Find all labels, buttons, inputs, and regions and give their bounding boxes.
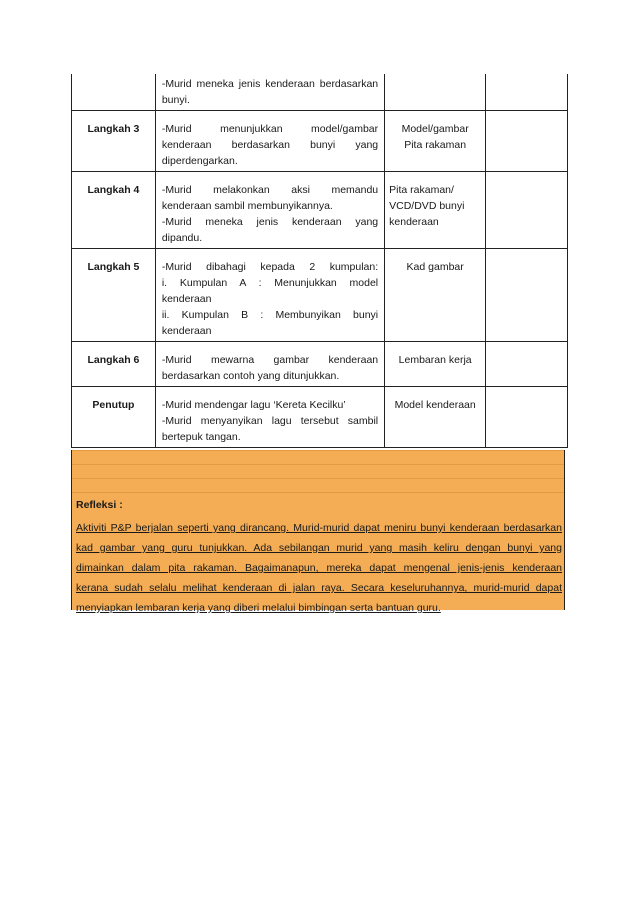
step-cell: Langkah 3 — [72, 111, 156, 172]
resource-cell — [385, 342, 486, 387]
lesson-plan-table — [71, 74, 568, 448]
table-row — [72, 249, 568, 342]
activity-line: kenderaan — [161, 293, 212, 305]
reflection-title: Refleksi : — [76, 499, 123, 511]
resource-cell — [385, 249, 486, 342]
activity-line: bunyi. — [161, 94, 190, 106]
activity-line: -Murid meneka jenis kenderaan berdasarkan — [161, 78, 379, 90]
activity-cell — [155, 342, 384, 387]
resource-line: Lembaran kerja — [398, 354, 472, 366]
activity-line: -Murid melakonkan aksi memandu — [161, 184, 379, 196]
activity-line: kenderaan — [161, 325, 212, 337]
resource-cell — [385, 74, 486, 111]
notes-cell — [486, 249, 568, 342]
table-row — [72, 342, 568, 387]
activity-line: -Murid mendengar lagu ‘Kereta Kecilku’ — [161, 399, 346, 411]
notes-cell — [486, 387, 568, 448]
reflection-text — [76, 518, 562, 618]
reflection-section — [71, 450, 565, 614]
activity-line: bertepuk tangan. — [161, 431, 241, 443]
activity-cell — [155, 387, 384, 448]
notes-cell — [486, 74, 568, 111]
activity-line: berdasarkan contoh yang ditunjukkan. — [161, 370, 340, 382]
activity-line: kenderaan berdasarkan bunyi yang — [161, 139, 379, 151]
step-cell: Langkah 4 — [72, 172, 156, 249]
step-cell: Penutup — [72, 387, 156, 448]
resource-cell — [385, 111, 486, 172]
reflection-line: dimainkan dalam pita rakaman. Bagaimanapun, mereka dapat mengenal jenis-jenis kenderaan — [76, 562, 562, 574]
activity-cell — [155, 74, 384, 111]
reflection-line: kerana sudah selalu melihat kenderaan di jalan raya. Secara keseluruhannya, murid-murid dapat — [76, 582, 562, 594]
resource-cell — [385, 387, 486, 448]
notes-cell — [486, 342, 568, 387]
resource-line: Pita rakaman/ — [389, 184, 454, 196]
table-row — [72, 387, 568, 448]
step-cell: Langkah 6 — [72, 342, 156, 387]
activity-cell — [155, 249, 384, 342]
activity-line: diperdengarkan. — [161, 155, 238, 167]
activity-line: -Murid menunjukkan model/gambar — [161, 123, 379, 135]
reflection-line: menyiapkan lembaran kerja yang diberi melalui bimbingan serta bantuan guru. — [76, 602, 441, 614]
activity-line: -Murid dibahagi kepada 2 kumpulan: — [161, 261, 379, 273]
table-row — [72, 111, 568, 172]
activity-line: -Murid mewarna gambar kenderaan — [161, 354, 379, 366]
activity-line: kenderaan sambil membunyikannya. — [161, 200, 333, 212]
activity-cell — [155, 172, 384, 249]
reflection-line: kad gambar yang guru tunjukkan. Ada sebilangan murid yang masih keliru dengan bunyi yang — [76, 542, 562, 554]
resource-line: Kad gambar — [406, 261, 464, 273]
resource-line: Model/gambar — [401, 123, 469, 135]
notes-cell — [486, 111, 568, 172]
activity-line: dipandu. — [161, 232, 203, 244]
resource-cell — [385, 172, 486, 249]
activity-line: i. Kumpulan A : Menunjukkan model — [161, 277, 379, 289]
resource-line: VCD/DVD bunyi — [389, 200, 465, 212]
activity-line: -Murid meneka jenis kenderaan yang — [161, 216, 379, 228]
activity-cell — [155, 111, 384, 172]
activity-line: -Murid menyanyikan lagu tersebut sambil — [161, 415, 379, 427]
table-row — [72, 172, 568, 249]
step-cell — [72, 74, 156, 111]
activity-line: ii. Kumpulan B : Membunyikan bunyi — [161, 309, 379, 321]
table-row — [72, 74, 568, 111]
reflection-line: Aktiviti P&P berjalan seperti yang dirancang. Murid-murid dapat meniru bunyi kenderaan berdasarkan — [76, 522, 562, 534]
step-cell: Langkah 5 — [72, 249, 156, 342]
resource-line: kenderaan — [389, 216, 439, 228]
resource-line: Model kenderaan — [394, 399, 476, 411]
notes-cell — [486, 172, 568, 249]
resource-line: Pita rakaman — [404, 139, 467, 151]
